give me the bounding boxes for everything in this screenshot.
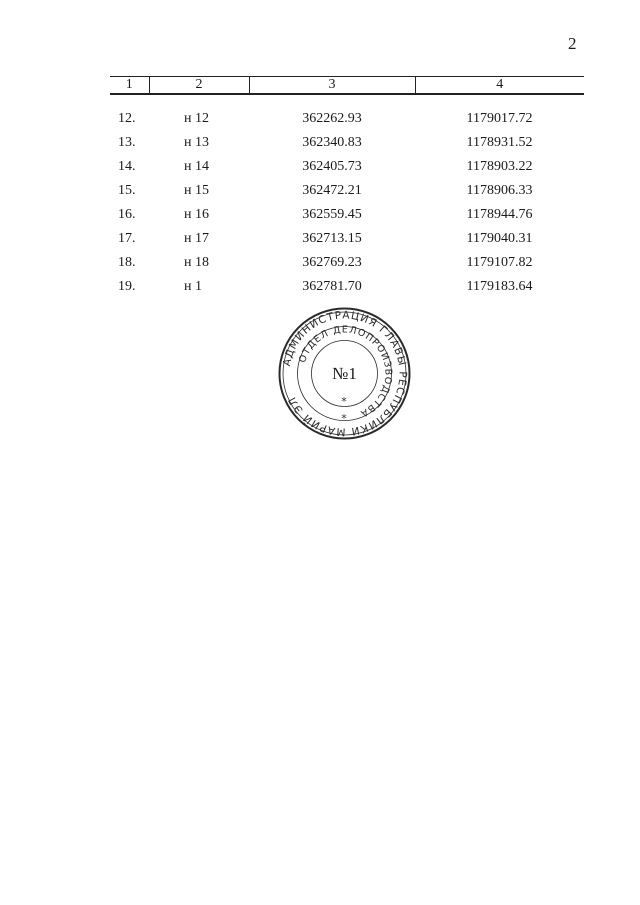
row-number: 15. [118, 183, 136, 198]
table-row [110, 251, 584, 275]
coord-x: 362781.70 [302, 279, 362, 294]
column-header-1: 1 [110, 77, 149, 95]
point-name: н 12 [184, 111, 209, 126]
coord-x: 362559.45 [302, 207, 362, 222]
coord-y: 1178931.52 [466, 135, 533, 150]
table-row [110, 203, 584, 227]
point-name: н 18 [184, 255, 209, 270]
row-number: 18. [118, 255, 136, 270]
coord-y: 1179017.72 [466, 111, 533, 126]
coord-x: 362340.83 [302, 135, 362, 150]
official-seal [277, 306, 412, 441]
page-number: 2 [568, 34, 577, 53]
coord-y: 1179183.64 [466, 279, 533, 294]
row-number: 16. [118, 207, 136, 222]
row-number: 14. [118, 159, 136, 174]
column-header-4: 4 [415, 77, 584, 95]
seal-outer-text: АДМИНИСТРАЦИЯ ГЛАВЫ РЕСПУБЛИКИ МАРИЙ ЭЛ [280, 309, 409, 438]
row-number: 19. [118, 279, 136, 294]
table-header-row [110, 77, 584, 95]
coord-y: 1178903.22 [466, 159, 533, 174]
table-row [110, 94, 584, 131]
table-row [110, 131, 584, 155]
coord-x: 362262.93 [302, 111, 362, 126]
coord-x: 362472.21 [302, 183, 362, 198]
seal-star-outer: * [341, 413, 348, 425]
coord-x: 362405.73 [302, 159, 362, 174]
coord-y: 1179040.31 [466, 231, 533, 246]
coord-y: 1179107.82 [466, 255, 533, 270]
point-name: н 15 [184, 183, 209, 198]
point-name: н 14 [184, 159, 209, 174]
point-name: н 13 [184, 135, 209, 150]
row-number: 13. [118, 135, 136, 150]
coord-x: 362769.23 [302, 255, 362, 270]
column-header-3: 3 [249, 77, 415, 95]
table-row [110, 155, 584, 179]
coordinates-table [110, 76, 584, 299]
row-number: 12. [118, 111, 136, 126]
seal-star-inner: * [341, 396, 348, 408]
table-row [110, 275, 584, 299]
seal-inner-text: ОТДЕЛ ДЕЛОПРОИЗВОДСТВА [297, 324, 394, 420]
point-name: н 1 [184, 279, 202, 294]
point-name: н 16 [184, 207, 209, 222]
coord-x: 362713.15 [302, 231, 362, 246]
seal-center-number: №1 [332, 364, 357, 383]
table-row [110, 179, 584, 203]
column-header-2: 2 [149, 77, 249, 95]
point-name: н 17 [184, 231, 209, 246]
table-row [110, 227, 584, 251]
row-number: 17. [118, 231, 136, 246]
coord-y: 1178944.76 [466, 207, 533, 222]
coord-y: 1178906.33 [466, 183, 533, 198]
